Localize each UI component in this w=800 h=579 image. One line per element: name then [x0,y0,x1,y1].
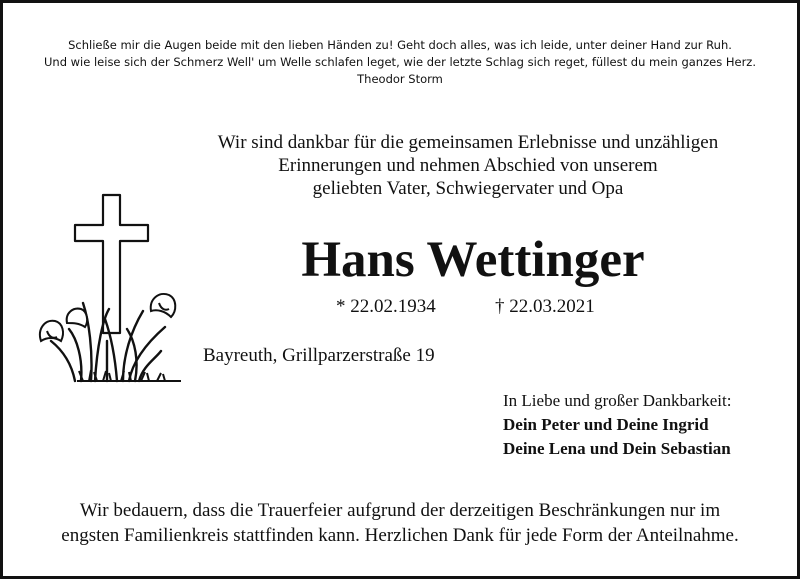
closing-line: engsten Familienkreis stattfinden kann. Herzlichen Dank für jede Form der Anteilnahme. [61,525,739,546]
mourner-name: Dein Peter und Deine Ingrid [503,415,709,434]
mourners-block [503,389,793,461]
death-date: † 22.03.2021 [495,296,595,317]
poem-author: Theodor Storm [357,72,443,86]
birth-date: * 22.02.1934 [336,296,436,317]
intro-line: Erinnerungen und nehmen Abschied von unserem [278,155,658,176]
closing-text [3,498,797,548]
intro-text [193,131,743,200]
intro-line: geliebten Vater, Schwiegervater und Opa [312,178,624,199]
deceased-name: Hans Wettinger [301,232,645,288]
poem-line: Und wie leise sich der Schmerz Well' um Welle schlafen leget, wie der letzte Schlag sich reget, füllest du mein ganzes Herz. [43,55,756,69]
closing-line: Wir bedauern, dass die Trauerfeier aufgrund der derzeitigen Beschränkungen nur im [79,500,721,521]
intro-line: Wir sind dankbar für die gemeinsamen Erlebnisse und unzähligen [217,132,719,153]
mourners-intro: In Liebe und großer Dankbarkeit: [503,391,732,410]
mourner-name: Deine Lena und Dein Sebastian [503,439,731,458]
cross-with-snowdrops-icon [31,191,181,391]
poem-quote [3,37,797,88]
address: Bayreuth, Grillparzerstraße 19 [203,345,435,366]
poem-line: Schließe mir die Augen beide mit den lieben Händen zu! Geht doch alles, was ich leide, unter deiner Hand zur Ruh. [68,38,732,52]
